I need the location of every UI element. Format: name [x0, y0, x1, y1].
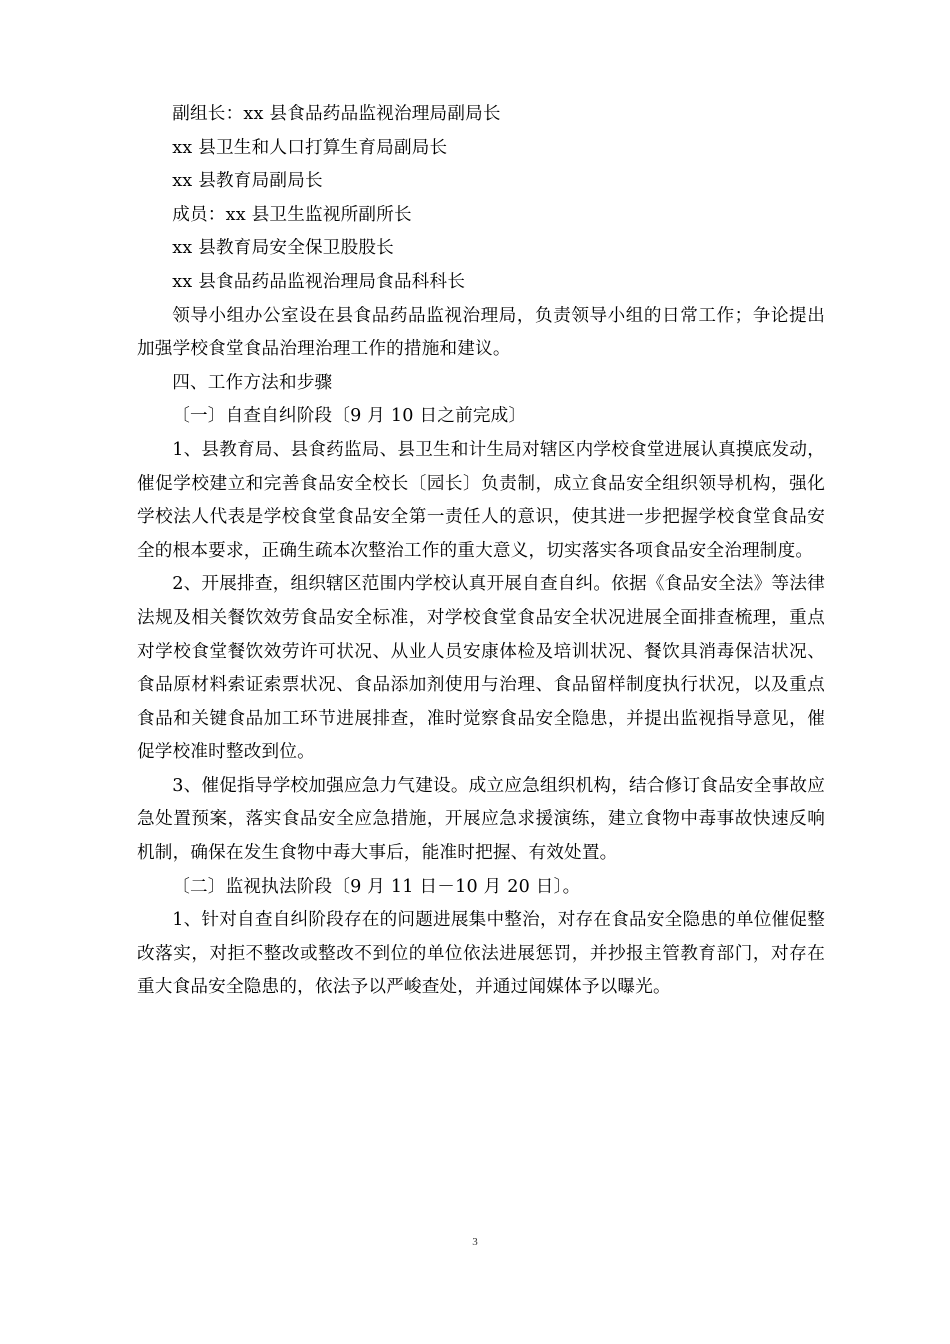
paragraph-members: 成员：xx 县卫生监视所副所长	[172, 204, 412, 225]
paragraph-deputy-leader: 副组长：xx 县食品药品监视治理局副局长	[172, 104, 501, 124]
paragraph-food-section-chief: xx 县食品药品监视治理局食品科科长	[172, 271, 466, 292]
subsection-heading-enforcement: 〔二〕监视执法阶段〔9 月 11 日－10 月 20 日〕。	[172, 876, 581, 897]
paragraph-education-deputy: xx 县教育局副局长	[172, 171, 323, 192]
paragraph-health-deputy: xx 县卫生和人口打算生育局副局长	[172, 137, 448, 158]
document-body	[137, 98, 825, 1005]
section-heading-methods: 四、工作方法和步骤	[172, 372, 333, 393]
subsection-heading-self-check: 〔一〕自查自纠阶段〔9 月 10 日之前完成〕	[172, 406, 527, 427]
paragraph-office-duties: 领导小组办公室设在县食品药品监视治理局，负责领导小组的日常工作；争论提出加强学校食堂食品治理治理工作的措施和建议。	[137, 305, 825, 360]
page-number: 3	[472, 1236, 478, 1248]
paragraph-item-3: 3、催促指导学校加强应急力气建设。成立应急组织机构，结合修订食品安全事故应急处置预案，落实食品安全应急措施，开展应急求援演练，建立食物中毒事故快速反响机制，确保在发生食物中毒大事后，能准时把握、有效处置。	[137, 775, 825, 864]
paragraph-item-1: 1、县教育局、县食药监局、县卫生和计生局对辖区内学校食堂进展认真摸底发动，催促学校建立和完善食品安全校长〔园长〕负责制，成立食品安全组织领导机构，强化学校法人代表是学校食堂食品安全第一责任人的意识，使其进一步把握学校食堂食品安全的根本要求，正确生疏本次整治工作的重大意义，切实落实各项食品安全治理制度。	[137, 439, 825, 561]
paragraph-item-2: 2、开展排查，组织辖区范围内学校认真开展自查自纠。依据《食品安全法》等法律法规及相关餐饮效劳食品安全标准，对学校食堂食品安全状况进展全面排查梳理，重点对学校食堂餐饮效劳许可状况、从业人员安康体检及培训状况、餐饮具消毒保洁状况、食品原材料索证索票状况、食品添加剂使用与治理、食品留样制度执行状况，以及重点食品和关键食品加工环节进展排查，准时觉察食品安全隐患，并提出监视指导意见，催促学校准时整改到位。	[137, 574, 825, 763]
paragraph-security-chief: xx 县教育局安全保卫股股长	[172, 238, 394, 259]
paragraph-enforcement-item-1: 1、针对自查自纠阶段存在的问题进展集中整治，对存在食品安全隐患的单位催促整改落实，对拒不整改或整改不到位的单位依法进展惩罚，并抄报主管教育部门，对存在重大食品安全隐患的，依法予以严峻查处，并通过闻媒体予以曝光。	[137, 910, 825, 998]
